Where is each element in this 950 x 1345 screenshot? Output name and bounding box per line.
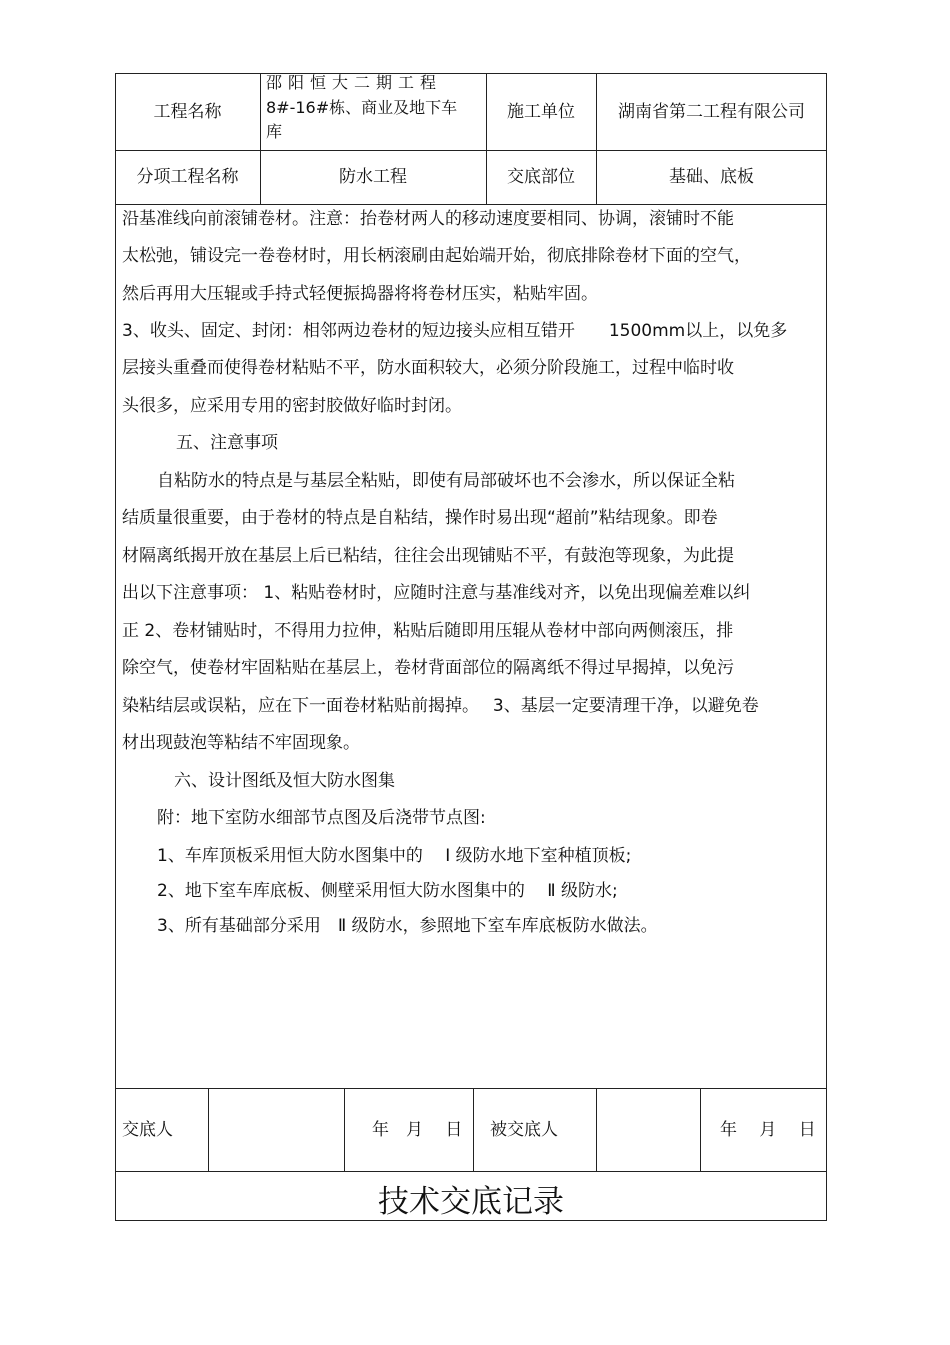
body-line-1: 沿基准线向前滚铺卷材。注意：抬卷材两人的移动速度要相同、协调，滚铺时不能	[122, 209, 734, 229]
footer-col-divider-1	[208, 1088, 209, 1171]
recipient-date: 年 月 日	[720, 1119, 816, 1140]
body-line-5: 层接头重叠而使得卷材粘贴不平，防水面积较大，必须分阶段施工，过程中临时收	[122, 358, 734, 378]
project-name-value	[266, 73, 480, 142]
sub-project-label: 分项工程名称	[136, 167, 239, 187]
body-line-3: 然后再用大压辊或手持式轻便振捣器将将卷材压实，粘贴牢固。	[122, 284, 598, 304]
discloser-label: 交底人	[122, 1119, 173, 1140]
document-title: 技术交底记录	[378, 1184, 564, 1220]
row-divider-2	[115, 204, 827, 205]
body-line-10: 材隔离纸揭开放在基层上后已粘结，往往会出现铺贴不平，有鼓泡等现象，为此提	[122, 546, 734, 566]
disclosure-location-value: 基础、底板	[669, 167, 754, 187]
row-divider-4	[115, 1171, 827, 1172]
project-name-line-2: 8#-16#栋、商业及地下车	[266, 98, 458, 117]
body-line-12: 正 2、卷材铺贴时，不得用力拉伸，粘贴后随即用压辊从卷材中部向两侧滚压，排	[122, 621, 734, 641]
recipient-label: 被交底人	[490, 1119, 558, 1140]
body-line-20: 3、所有基础部分采用 Ⅱ 级防水，参照地下室车库底板防水做法。	[140, 916, 658, 936]
section-heading-5: 五、注意事项	[142, 433, 278, 453]
sub-project-value: 防水工程	[339, 167, 407, 187]
body-line-13: 除空气，使卷材牢固粘贴在基层上，卷材背面部位的隔离纸不得过早揭掉，以免污	[122, 658, 734, 678]
body-line-15: 材出现鼓泡等粘结不牢固现象。	[122, 733, 360, 753]
disclosure-location-label: 交底部位	[507, 167, 575, 187]
footer-col-divider-5	[700, 1088, 701, 1171]
body-line-11: 出以下注意事项： 1、粘贴卷材时，应随时注意与基准线对齐，以免出现偏差难以纠	[122, 583, 751, 603]
contractor-label: 施工单位	[507, 101, 575, 122]
body-line-8: 自粘防水的特点是与基层全粘贴，即使有局部破坏也不会渗水，所以保证全粘	[140, 471, 735, 491]
recipient-signature	[600, 1088, 698, 1171]
project-name-line-1: 邵阳恒大二期工程	[266, 73, 443, 92]
project-name-label: 工程名称	[153, 101, 222, 122]
section-heading-6: 六、设计图纸及恒大防水图集	[140, 771, 395, 791]
discloser-signature	[212, 1088, 342, 1171]
footer-col-divider-4	[596, 1088, 597, 1171]
body-line-6: 头很多，应采用专用的密封胶做好临时封闭。	[122, 396, 462, 416]
footer-col-divider-2	[344, 1088, 345, 1171]
body-line-9: 结质量很重要，由于卷材的特点是自粘结，操作时易出现“超前”粘结现象。即卷	[122, 508, 718, 528]
discloser-date: 年 月 日	[372, 1119, 463, 1140]
footer-col-divider-3	[473, 1088, 474, 1171]
contractor-value: 湖南省第二工程有限公司	[618, 101, 805, 122]
body-line-19: 2、地下室车库底板、侧壁采用恒大防水图集中的 Ⅱ 级防水;	[140, 881, 618, 901]
body-line-18: 1、车库顶板采用恒大防水图集中的 Ⅰ 级防水地下室种植顶板;	[140, 846, 632, 866]
project-name-line-3: 库	[266, 122, 283, 141]
body-line-14: 染粘结层或误粘，应在下一面卷材粘贴前揭掉。 3、基层一定要清理干净，以避免卷	[122, 696, 759, 716]
body-line-2: 太松弛，铺设完一卷卷材时，用长柄滚刷由起始端开始，彻底排除卷材下面的空气，	[122, 246, 751, 266]
body-line-4: 3、收头、固定、封闭：相邻两边卷材的短边接头应相互错开 1500mm以上，以免多	[122, 321, 788, 341]
body-line-17: 附：地下室防水细部节点图及后浇带节点图:	[140, 808, 486, 828]
